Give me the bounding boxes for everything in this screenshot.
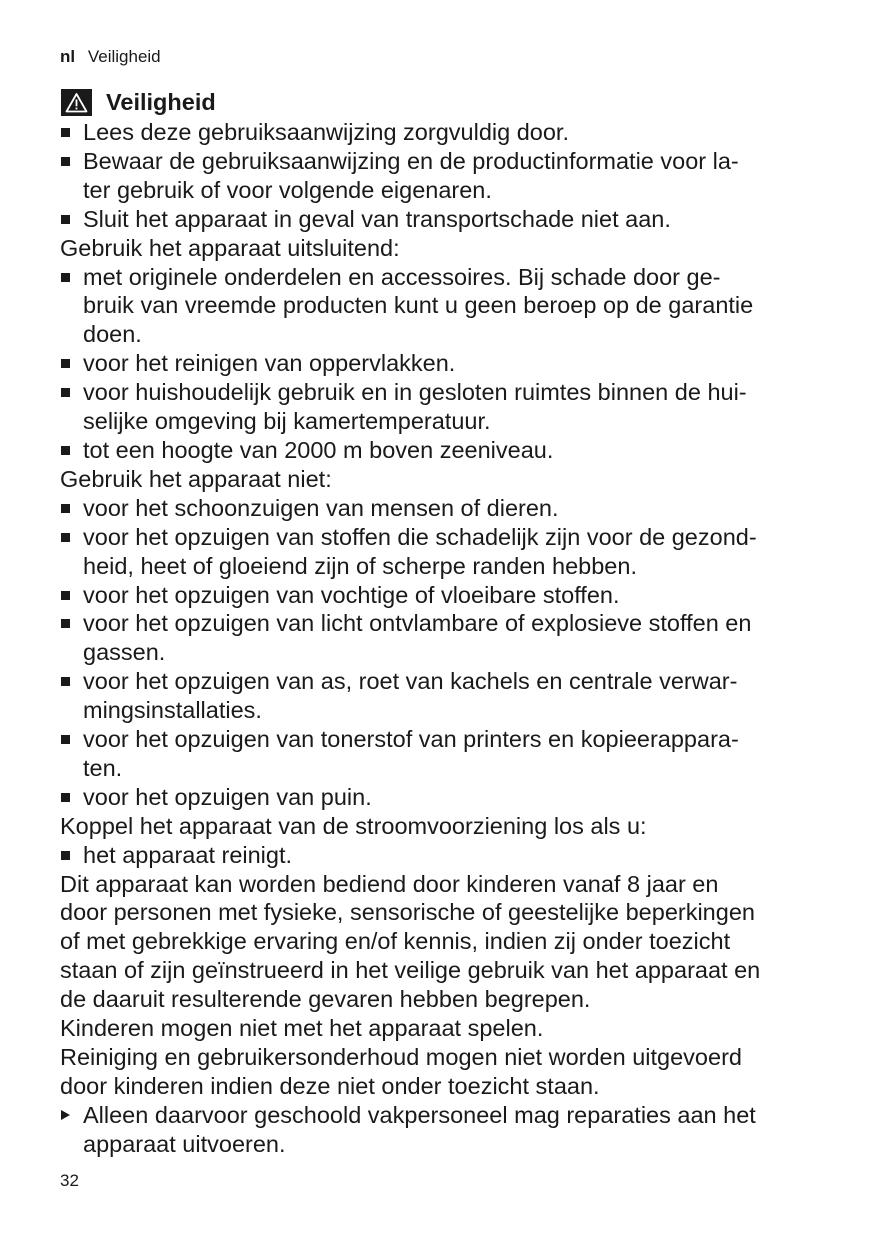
bullet-item	[60, 436, 828, 465]
square-bullet-icon	[61, 446, 70, 455]
bullet-item	[60, 667, 828, 725]
square-bullet-icon	[61, 591, 70, 600]
square-bullet-icon	[61, 533, 70, 542]
bullet-item	[60, 378, 828, 436]
square-bullet-icon	[61, 619, 70, 628]
text-line: Dit apparaat kan worden bediend door kinderen vanaf 8 jaar en	[60, 870, 719, 897]
text-line: voor het opzuigen van vochtige of vloeibare stoffen.	[83, 581, 620, 608]
section-title-text: Veiligheid	[106, 88, 216, 115]
square-bullet-icon	[61, 851, 70, 860]
text-line: Gebruik het apparaat uitsluitend:	[60, 234, 400, 261]
square-bullet-icon	[61, 128, 70, 137]
text-line: voor het opzuigen van puin.	[83, 783, 372, 810]
text-line: door personen met fysieke, sensorische of geestelijke beperkingen	[60, 899, 755, 926]
bullet-item	[60, 581, 828, 610]
text-line: Reiniging en gebruikersonderhoud mogen niet worden uitgevoerd	[60, 1044, 742, 1070]
paragraph	[60, 812, 828, 841]
square-bullet-icon	[61, 359, 70, 368]
page-number: 32	[60, 1171, 79, 1190]
text-line: gassen.	[83, 639, 166, 666]
bullet-item	[60, 349, 828, 378]
arrow-right-icon	[61, 1110, 70, 1120]
text-line: tot een hoogte van 2000 m boven zeeniveau.	[83, 436, 554, 463]
text-line: Bewaar de gebruiksaanwijzing en de productinformatie voor la-	[83, 147, 739, 174]
text-line: selijke omgeving bij kamertemperatuur.	[83, 408, 491, 435]
text-line: Kinderen mogen niet met het apparaat spelen.	[60, 1015, 544, 1042]
text-line: met originele onderdelen en accessoires. Bij schade door ge-	[83, 263, 721, 290]
text-line: voor het schoonzuigen van mensen of dieren.	[83, 494, 559, 521]
section-title	[60, 86, 828, 118]
bullet-item	[60, 841, 828, 870]
text-line: voor het opzuigen van licht ontvlambare of explosieve stoffen en	[83, 610, 752, 637]
bullet-item	[60, 783, 828, 812]
paragraph	[60, 1043, 828, 1101]
square-bullet-icon	[61, 157, 70, 166]
text-line: staan of zijn geïnstrueerd in het veilige gebruik van het apparaat en	[60, 957, 761, 984]
text-line: Gebruik het apparaat niet:	[60, 465, 332, 492]
paragraph	[60, 234, 828, 263]
bullet-item	[60, 263, 828, 350]
text-line: apparaat uitvoeren.	[83, 1130, 286, 1157]
square-bullet-icon	[61, 215, 70, 224]
text-line: voor het opzuigen van tonerstof van printers en kopieerappara-	[83, 726, 739, 753]
language-code: nl	[60, 47, 76, 66]
text-line: Koppel het apparaat van de stroomvoorziening los als u:	[60, 812, 647, 839]
text-line: voor huishoudelijk gebruik en in gesloten ruimtes binnen de hui-	[83, 379, 747, 406]
text-line: door kinderen indien deze niet onder toezicht staan.	[60, 1072, 600, 1099]
text-line: ter gebruik of voor volgende eigenaren.	[83, 176, 492, 203]
bullet-item	[60, 147, 828, 205]
safety-section	[60, 86, 828, 1159]
text-line: voor het opzuigen van as, roet van kachels en centrale verwar-	[83, 668, 738, 695]
square-bullet-icon	[61, 273, 70, 282]
bullet-item	[60, 494, 828, 523]
text-line: bruik van vreemde producten kunt u geen beroep op de garantie	[83, 292, 754, 319]
instruction-item	[60, 1101, 828, 1159]
paragraph	[60, 1014, 828, 1043]
header-section-title: Veiligheid	[87, 47, 161, 66]
text-line: Lees deze gebruiksaanwijzing zorgvuldig door.	[83, 119, 569, 145]
square-bullet-icon	[61, 677, 70, 686]
text-line: heid, heet of gloeiend zijn of scherpe randen hebben.	[83, 552, 637, 579]
text-line: de daaruit resulterende gevaren hebben begrepen.	[60, 986, 591, 1013]
text-line: het apparaat reinigt.	[83, 841, 293, 868]
text-line: voor het reinigen van oppervlakken.	[83, 350, 456, 377]
text-line: Alleen daarvoor geschoold vakpersoneel mag reparaties aan het	[83, 1101, 756, 1128]
bullet-item	[60, 523, 828, 581]
text-line: doen.	[83, 321, 142, 348]
paragraph	[60, 870, 828, 1015]
running-header	[60, 47, 161, 67]
bullet-item	[60, 205, 828, 234]
square-bullet-icon	[61, 388, 70, 397]
square-bullet-icon	[61, 735, 70, 744]
text-line: Sluit het apparaat in geval van transportschade niet aan.	[83, 205, 671, 232]
text-line: of met gebrekkige ervaring en/of kennis, indien zij onder toezicht	[60, 928, 731, 955]
square-bullet-icon	[61, 793, 70, 802]
text-line: mingsinstallaties.	[83, 697, 262, 724]
bullet-item	[60, 725, 828, 783]
paragraph	[60, 465, 828, 494]
text-line: voor het opzuigen van stoffen die schadelijk zijn voor de gezond-	[83, 523, 757, 550]
bullet-item	[60, 609, 828, 667]
text-line: ten.	[83, 754, 123, 781]
bullet-item	[60, 118, 828, 147]
warning-triangle-icon	[61, 89, 92, 116]
square-bullet-icon	[61, 504, 70, 513]
safety-text-body	[60, 118, 828, 1159]
